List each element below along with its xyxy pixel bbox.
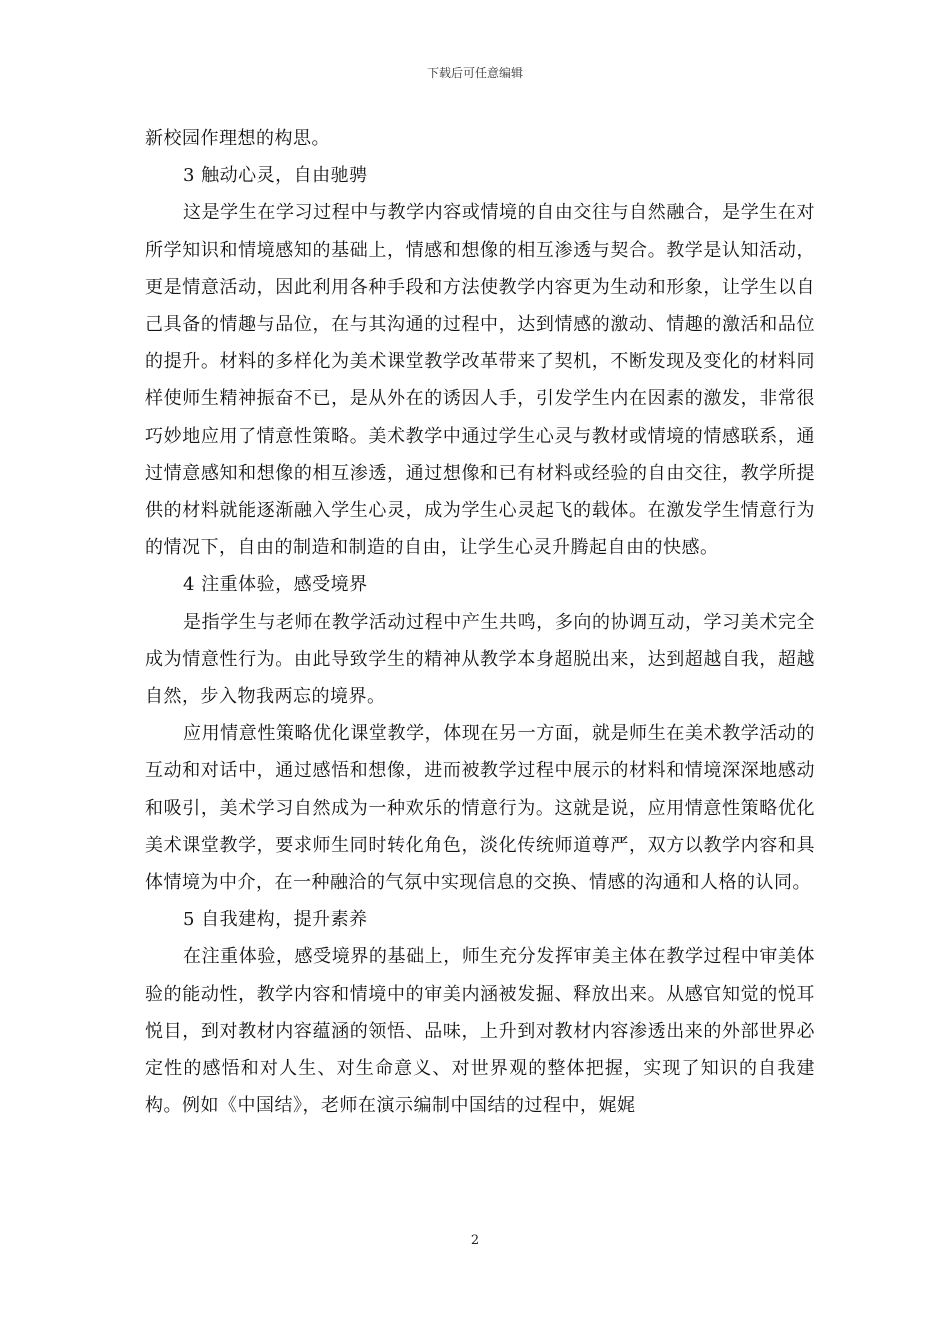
paragraph: 在注重体验，感受境界的基础上，师生充分发挥审美主体在教学过程中审美体验的能动性，教学内容和情境中的审美内涵被发掘、释放出来。从感官知觉的悦耳悦目，到对教材内容蕴涵的领悟、品味，上升到对教材内容渗透出来的外部世界必定性的感悟和对人生、对生命意义、对世界观的整体把握，实现了知识的自我建构。例如《中国结》，老师在演示编制中国结的过程中，娓娓 bbox=[145, 946, 815, 1117]
paragraph: 这是学生在学习过程中与教学内容或情境的自由交往与自然融合，是学生在对所学知识和情境感知的基础上，情感和想像的相互渗透与契合。教学是认知活动，更是情意活动，因此利用各种手段和方法使教学内容更为生动和形象，让学生以自己具备的情趣与品位，在与其沟通的过程中，达到情感的激动、情趣的激活和品位的提升。材料的多样化为美术课堂教学改革带来了契机，不断发现及变化的材料同样使师生精神振奋不已，是从外在的诱因人手，引发学生内在因素的激发，非常很巧妙地应用了情意性策略。美术教学中通过学生心灵与教材或情境的情感联系，通过情意感知和想像的相互渗透，通过想像和已有材料或经验的自由交往，教学所提供的材料就能逐渐融入学生心灵，成为学生心灵起飞的载体。在激发学生情意行为的情况下，自由的制造和制造的自由，让学生心灵升腾起自由的快感。 bbox=[145, 202, 815, 559]
paragraph: 是指学生与老师在教学活动过程中产生共鸣，多向的协调互动，学习美术完全成为情意性行为。由此导致学生的精神从教学本身超脱出来，达到超越自我，超越自然，步入物我两忘的境界。 bbox=[145, 611, 815, 708]
section-heading-3: 3 触动心灵，自由驰骋 bbox=[183, 165, 368, 187]
page-number: 2 bbox=[470, 1233, 480, 1248]
page-header: 下载后可任意编辑 bbox=[426, 66, 523, 80]
section-heading-4: 4 注重体验，感受境界 bbox=[183, 574, 368, 596]
paragraph-continuation: 新校园作理想的构思。 bbox=[145, 128, 330, 149]
document-body bbox=[145, 120, 815, 1124]
paragraph: 应用情意性策略优化课堂教学，体现在另一方面，就是师生在美术教学活动的互动和对话中，通过感悟和想像，进而被教学过程中展示的材料和情境深深地感动和吸引，美术学习自然成为一种欢乐的情意行为。这就是说，应用情意性策略优化美术课堂教学，要求师生同时转化角色，淡化传统师道尊严，双方以教学内容和具体情境为中介，在一种融洽的气氛中实现信息的交换、情感的沟通和人格的认同。 bbox=[145, 723, 815, 894]
section-heading-5: 5 自我建构，提升素养 bbox=[183, 909, 368, 931]
